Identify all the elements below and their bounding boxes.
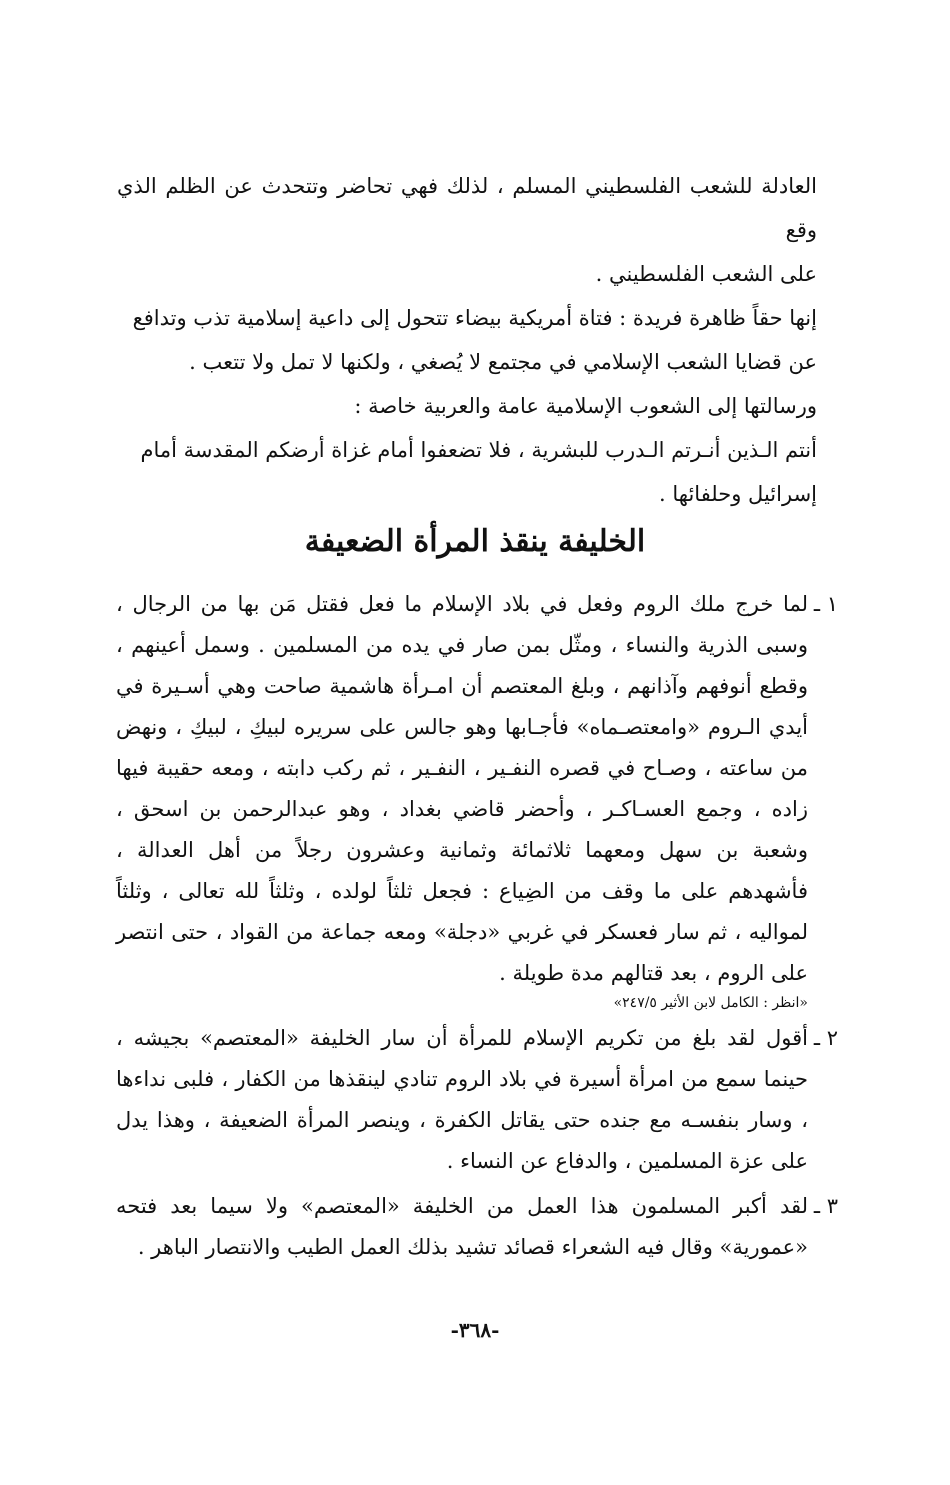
intro-line: على الشعب الفلسطيني . — [595, 262, 817, 286]
item-number: ٢ ـ — [813, 1026, 838, 1050]
item-text: لما خرج ملك الروم وفعل في بلاد الإسلام ما فعل فقتل مَن بها من الرجال ، وسبى الذرية والنساء ، ومثّل بمن صار في يده من المسلمين . وسمل أعينهم ، وقطع أنوفهم وآذانهم ، وبلغ المعتصم أن امـرأة هاشمية صاحت وهي أسـيرة في أيدي الـروم «وامعتصـماه» فأجـابها وهو جالس على سريره لبيكِ ، لبيكِ ، ونهض من ساعته ، وصـاح في قصره النفـير ، النفـير ، ثم ركب دابته ، ومعه حقيبة فيها زاده ، وجمع العسـاكـر ، وأحضر قاضي بغداد ، وهو عبدالرحمن بن اسحق ، وشعبة بن سهل ومعهما ثلاثمائة وثمانية وعشرون رجلاً من أهل العدالة ، فأشهدهم على ما وقف من الضِياع : فجعل ثلثاً لولده ، وثلثاً لله تعالى ، وثلثاً لمواليه ، ثم سار فعسكر في غربي «دجلة» ومعه جماعة من القواد ، حتى انتصر على الروم ، بعد قتالهم مدة طويلة . — [116, 592, 808, 985]
item-body — [116, 1186, 808, 1268]
item-number: ١ ـ — [813, 592, 838, 616]
intro-line: أنتم الـذين أنـرتم الـدرب للبشرية ، فلا تضعفوا أمام غزاة أرضكم المقدسة أمام — [140, 438, 817, 462]
intro-line: إنها حقاً ظاهرة فريدة : فتاة أمريكية بيضاء تتحول إلى داعية إسلامية تذب وتدافع — [132, 306, 817, 330]
item-text: أقول لقد بلغ من تكريم الإسلام للمرأة أن سار الخليفة «المعتصم» بجيشه ، حينما سمع من امرأة أسيرة في بلاد الروم تنادي لينقذها من الكفار ، فلبى نداءها ، وسار بنفسـه مع جنده حتى يقاتل الكفرة ، وينصر المرأة الضعيفة ، وهذا يدل على عزة المسلمين ، والدفاع عن النساء . — [116, 1026, 808, 1173]
intro-line: عن قضايا الشعب الإسلامي في مجتمع لا يُصغي ، ولكنها لا تمل ولا تتعب . — [189, 350, 817, 374]
intro-line: العادلة للشعب الفلسطيني المسلم ، لذلك فهي تحاضر وتتحدث عن الظلم الذي وقع — [117, 174, 817, 242]
list-item — [116, 584, 838, 994]
list-item — [116, 1018, 838, 1182]
page-number: -٣٦٨- — [450, 1318, 500, 1342]
item-body — [116, 1018, 808, 1182]
section-title: الخليفة ينقذ المرأة الضعيفة — [304, 524, 646, 559]
item-text: لقد أكبر المسلمون هذا العمل من الخليفة «المعتصم» ولا سيما بعد فتحه «عمورية» وقال فيه الشعراء قصائد تشيد بذلك العمل الطيب والانتصار الباهر . — [116, 1194, 808, 1259]
item-body — [116, 584, 808, 994]
intro-line: إسرائيل وحلفائها . — [659, 482, 817, 506]
numbered-list — [116, 584, 838, 1272]
intro-line: ورسالتها إلى الشعوب الإسلامية عامة والعربية خاصة : — [354, 394, 817, 418]
item-number: ٣ ـ — [813, 1194, 838, 1218]
intro-paragraph — [117, 164, 817, 516]
source-reference: «انظر : الكامل لابن الأثير ٢٤٧/٥» — [613, 995, 808, 1011]
list-item — [116, 1186, 838, 1268]
